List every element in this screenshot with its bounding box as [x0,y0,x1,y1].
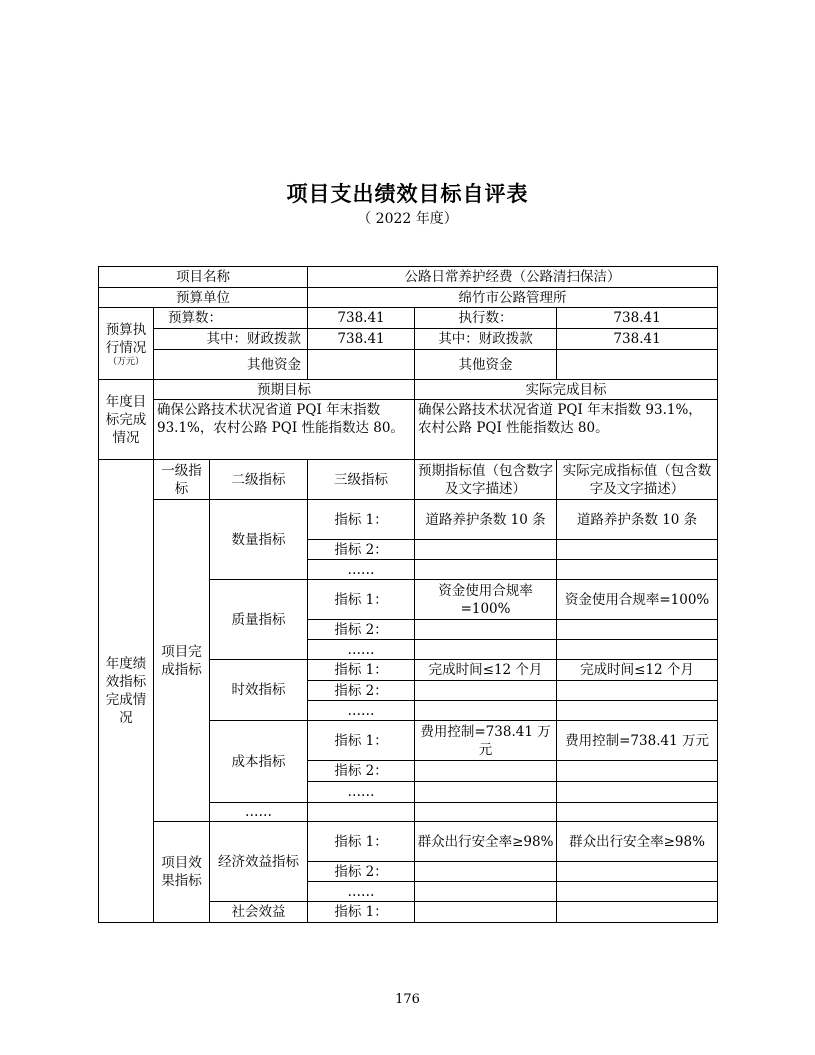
perf-section-label: 年度绩效指标完成情况 [99,460,154,923]
cost-indicator: 成本指标 [210,721,308,803]
fiscal-allocation-budget: 738.41 [308,329,415,350]
fiscal-allocation-exec: 738.41 [557,329,718,350]
page-number: 176 [395,992,420,1007]
project-name-value: 公路日常养护经费（公路清扫保洁） [308,267,718,288]
indicator-ellipsis: …… [308,882,415,902]
actual-target-text: 确保公路技术状况省道 PQI 年末指数 93.1%，农村公路 PQI 性能指数达 80。 [415,400,718,460]
executed-amount-value: 738.41 [557,308,718,329]
indicator-1: 指标 1： [308,500,415,540]
indicator-1: 指标 1： [308,580,415,620]
econ-expected: 群众出行安全率≥98% [415,822,557,862]
group-project-effect: 项目效果指标 [154,822,210,923]
budget-unit-value: 绵竹市公路管理所 [308,288,718,308]
cost-actual: 费用控制=738.41 万元 [557,721,718,761]
indicator-2: 指标 2： [308,620,415,640]
indicator-1: 指标 1： [308,822,415,862]
other-funds-label: 其他资金 [154,350,308,380]
fiscal-allocation-label: 其中：财政拨款 [154,329,308,350]
indicator-ellipsis: …… [308,701,415,721]
econ-actual: 群众出行安全率≥98% [557,822,718,862]
social-benefit-indicator: 社会效益 [210,902,308,923]
expected-value-header: 预期指标值（包含数字及文字描述） [415,460,557,500]
indicator-ellipsis: …… [308,782,415,803]
quality-indicator: 质量指标 [210,580,308,660]
annual-target-section-label: 年度目标完成情况 [99,380,154,460]
indicator-ellipsis: …… [308,640,415,660]
time-expected: 完成时间≤12 个月 [415,660,557,681]
other-funds-exec-label: 其他资金 [415,350,557,380]
timeliness-indicator: 时效指标 [210,660,308,721]
group-project-completion: 项目完成指标 [154,500,210,822]
indicator-1: 指标 1： [308,721,415,761]
indicator-1: 指标 1： [308,660,415,681]
level3-header: 三级指标 [308,460,415,500]
budget-unit-label: 预算单位 [99,288,308,308]
economic-benefit-indicator: 经济效益指标 [210,822,308,902]
page-title: 项目支出绩效目标自评表 [286,182,529,206]
quantity-indicator: 数量指标 [210,500,308,580]
other-funds-exec [557,350,718,380]
budget-amount-value: 738.41 [308,308,415,329]
budget-section-label: 预算执行情况 （万元） [99,308,154,380]
fiscal-allocation-exec-label: 其中：财政拨款 [415,329,557,350]
expected-target-text: 确保公路技术状况省道 PQI 年末指数 93.1%，农村公路 PQI 性能指数达 80。 [154,400,415,460]
cost-expected: 费用控制=738.41 万元 [415,721,557,761]
indicator-2: 指标 2： [308,862,415,882]
performance-table [98,266,718,923]
quality-expected: 资金使用合规率=100% [415,580,557,620]
project-name-label: 项目名称 [99,267,308,288]
quantity-actual: 道路养护条数 10 条 [557,500,718,540]
indicator-2: 指标 2： [308,540,415,560]
expected-target-header: 预期目标 [154,380,415,400]
level1-header: 一级指标 [154,460,210,500]
indicator-2: 指标 2： [308,761,415,782]
indicator-ellipsis: …… [308,560,415,580]
level2-header: 二级指标 [210,460,308,500]
indicator-1: 指标 1： [308,902,415,923]
other-funds-budget [308,350,415,380]
actual-target-header: 实际完成目标 [415,380,718,400]
time-actual: 完成时间≤12 个月 [557,660,718,681]
quality-actual: 资金使用合规率=100% [557,580,718,620]
actual-value-header: 实际完成指标值（包含数字及文字描述） [557,460,718,500]
executed-amount-label: 执行数： [415,308,557,329]
budget-amount-label: 预算数： [154,308,308,329]
indicator-2: 指标 2： [308,681,415,701]
fiscal-year: （ 2022 年度） [357,211,458,227]
quantity-expected: 道路养护条数 10 条 [415,500,557,540]
level2-ellipsis: …… [210,803,308,822]
